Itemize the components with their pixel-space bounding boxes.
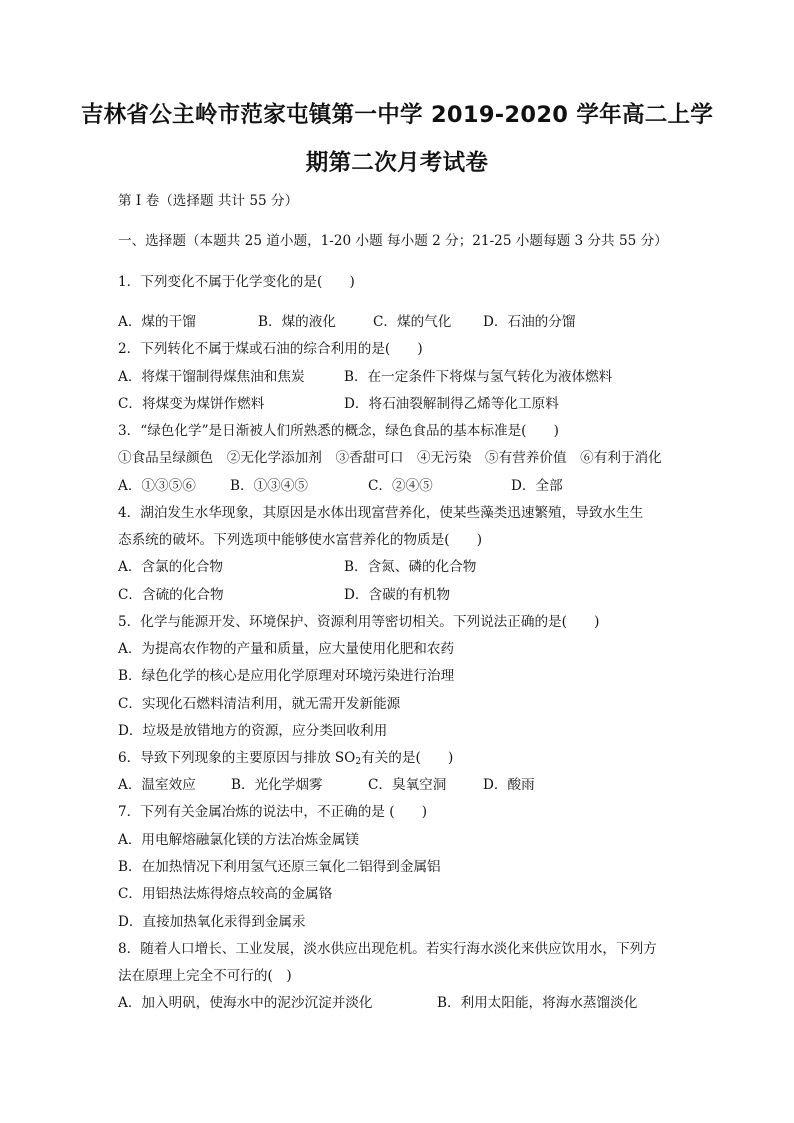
q1-option-a: A．煤的干馏 [118, 314, 196, 330]
q5-option-b: B．绿色化学的核心是应用化学原理对环境污染进行治理 [118, 668, 455, 684]
q3-option-b: B．①③④⑤ [230, 478, 308, 494]
q6-stem-pre: 6．导致下列现象的主要原因与排放 SO [118, 750, 356, 766]
q2-option-a: A．将煤干馏制得煤焦油和焦炭 [118, 369, 305, 385]
question-6-stem [118, 752, 453, 767]
question-8-stem-line1: 8．随着人口增长、工业发展，淡水供应出现危机。若实行海水淡化来供应饮用水，下列方 [118, 941, 657, 957]
question-5-stem: 5．化学与能源开发、环境保护、资源利用等密切相关。下列说法正确的是( ) [118, 614, 600, 630]
q2-option-d: D．将石油裂解制得乙烯等化工原料 [344, 396, 559, 412]
q3-option-c: C．②④⑤ [368, 478, 433, 494]
q6-stem-subscript: 2 [355, 757, 362, 767]
page-title-line2: 期第二次月考试卷 [305, 150, 489, 176]
q6-option-a: A．温室效应 [118, 777, 196, 793]
q5-option-a: A．为提高农作物的产量和质量，应大量使用化肥和农药 [118, 641, 455, 657]
q3-option-a: A．①③⑤⑥ [118, 478, 196, 494]
q4-option-a: A．含氯的化合物 [118, 559, 223, 575]
question-2-stem: 2．下列转化不属于煤或石油的综合利用的是( ) [118, 341, 423, 357]
q4-option-d: D．含碳的有机物 [344, 587, 451, 603]
question-3-items: ①食品呈绿颜色 ②无化学添加剂 ③香甜可口 ④无污染 ⑤有营养价值 ⑥有利于消化 [118, 450, 662, 466]
question-3-stem: 3．“绿色化学”是日渐被人们所熟悉的概念，绿色食品的基本标准是( ) [118, 423, 559, 439]
q5-option-c: C．实现化石燃料清洁利用，就无需开发新能源 [118, 696, 401, 712]
q7-option-c: C．用铝热法炼得熔点较高的金属铬 [118, 886, 333, 902]
q6-option-b: B．光化学烟雾 [231, 777, 323, 793]
q7-option-b: B．在加热情况下利用氢气还原三氧化二铝得到金属铝 [118, 859, 441, 875]
q8-option-b: B．利用太阳能，将海水蒸馏淡化 [437, 995, 638, 1011]
q6-option-d: D．酸雨 [483, 777, 535, 793]
q7-option-d: D．直接加热氧化汞得到金属汞 [118, 914, 306, 930]
q6-stem-post: 有关的是( ) [361, 750, 454, 766]
q1-option-c: C．煤的气化 [373, 314, 452, 330]
question-4-stem-line1: 4．湖泊发生水华现象，其原因是水体出现富营养化，使某些藻类迅速繁殖，导致水生生 [118, 505, 644, 521]
q2-option-c: C．将煤变为煤饼作燃料 [118, 396, 265, 412]
section-instruction: 一、选择题（本题共 25 道小题，1-20 小题 每小题 2 分；21-25 小题每题 3 分共 55 分） [118, 233, 668, 249]
question-8-stem-line2: 法在原理上完全不可行的( ) [118, 968, 292, 984]
q4-option-b: B．含氮、磷的化合物 [344, 559, 477, 575]
question-1-stem: 1．下列变化不属于化学变化的是( ) [118, 274, 355, 290]
q2-option-b: B．在一定条件下将煤与氢气转化为液体燃料 [344, 369, 613, 385]
q5-option-d: D．垃圾是放错地方的资源，应分类回收利用 [118, 723, 388, 739]
q1-option-b: B．煤的液化 [258, 314, 336, 330]
q4-option-c: C．含硫的化合物 [118, 587, 224, 603]
q6-option-c: C．臭氧空洞 [368, 777, 447, 793]
question-4-stem-line2: 态系统的破坏。下列选项中能够使水富营养化的物质是( ) [118, 532, 483, 548]
volume-heading: 第 I 卷（选择题 共计 55 分） [118, 193, 299, 209]
q8-option-a: A．加入明矾，使海水中的泥沙沉淀并淡化 [118, 995, 373, 1011]
page-title-line1: 吉林省公主岭市范家屯镇第一中学 2019-2020 学年高二上学 [80, 102, 714, 128]
q3-option-d: D．全部 [511, 478, 563, 494]
q1-option-d: D．石油的分馏 [483, 314, 576, 330]
question-7-stem: 7．下列有关金属冶炼的说法中，不正确的是 ( ) [118, 804, 428, 820]
q7-option-a: A．用电解熔融氯化镁的方法冶炼金属镁 [118, 832, 359, 848]
